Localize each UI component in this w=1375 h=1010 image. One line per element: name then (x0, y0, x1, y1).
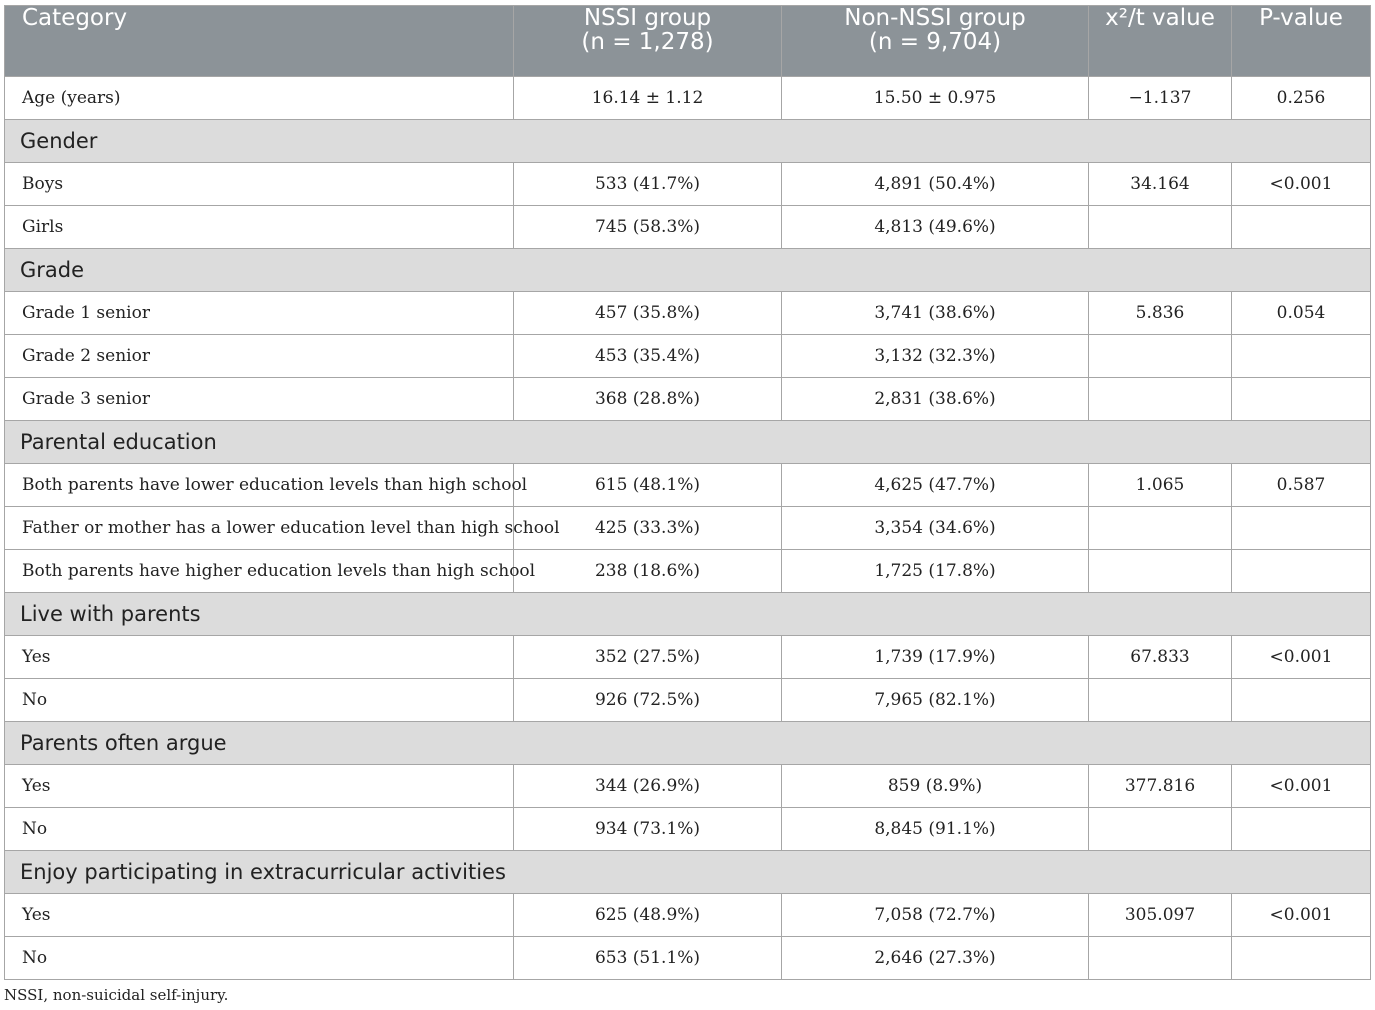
table-footnote: NSSI, non-suicidal self-injury. (4, 986, 229, 1004)
cell-stat (1089, 206, 1232, 249)
cell-nssi: 344 (26.9%) (514, 765, 782, 808)
cell-non-nssi: 8,845 (91.1%) (782, 808, 1089, 851)
section-title: Enjoy participating in extracurricular activities (5, 851, 1371, 894)
table-row (5, 550, 1371, 593)
cell-nssi: 238 (18.6%) (514, 550, 782, 593)
cell-p-value (1232, 507, 1371, 550)
cell-p-value (1232, 335, 1371, 378)
section-title: Parents often argue (5, 722, 1371, 765)
cell-stat (1089, 808, 1232, 851)
cell-nssi: 615 (48.1%) (514, 464, 782, 507)
cell-stat (1089, 335, 1232, 378)
section-title: Grade (5, 249, 1371, 292)
cell-stat: 34.164 (1089, 163, 1232, 206)
row-label: No (5, 808, 514, 851)
section-row (5, 120, 1371, 163)
header-non-nssi-title: Non-NSSI group (844, 5, 1026, 31)
cell-p-value: <0.001 (1232, 163, 1371, 206)
cell-stat (1089, 378, 1232, 421)
table-row (5, 464, 1371, 507)
cell-stat (1089, 679, 1232, 722)
cell-stat: 377.816 (1089, 765, 1232, 808)
header-non-nssi-group (782, 6, 1089, 77)
cell-p-value: 0.256 (1232, 77, 1371, 120)
header-p-value: P-value (1232, 6, 1371, 77)
table-body (5, 77, 1371, 980)
cell-p-value: 0.054 (1232, 292, 1371, 335)
cell-non-nssi: 15.50 ± 0.975 (782, 77, 1089, 120)
table-row (5, 679, 1371, 722)
table-row (5, 636, 1371, 679)
cell-p-value (1232, 550, 1371, 593)
header-non-nssi-n: (n = 9,704) (868, 29, 1002, 55)
section-row (5, 593, 1371, 636)
cell-nssi: 453 (35.4%) (514, 335, 782, 378)
cell-non-nssi: 859 (8.9%) (782, 765, 1089, 808)
table-row (5, 894, 1371, 937)
table-row (5, 206, 1371, 249)
row-label: Grade 1 senior (5, 292, 514, 335)
cell-non-nssi: 3,741 (38.6%) (782, 292, 1089, 335)
section-row (5, 421, 1371, 464)
section-row (5, 851, 1371, 894)
cell-p-value: 0.587 (1232, 464, 1371, 507)
row-label: Age (years) (5, 77, 514, 120)
cell-p-value: <0.001 (1232, 636, 1371, 679)
cell-p-value: <0.001 (1232, 894, 1371, 937)
table-row (5, 937, 1371, 980)
table-row (5, 378, 1371, 421)
section-row (5, 249, 1371, 292)
cell-stat (1089, 550, 1232, 593)
table-row (5, 765, 1371, 808)
cell-stat: −1.137 (1089, 77, 1232, 120)
header-row (5, 6, 1371, 77)
header-nssi-n: (n = 1,278) (581, 29, 714, 55)
cell-non-nssi: 2,831 (38.6%) (782, 378, 1089, 421)
cell-stat (1089, 507, 1232, 550)
cell-stat: 5.836 (1089, 292, 1232, 335)
cell-stat: 67.833 (1089, 636, 1232, 679)
cell-non-nssi: 3,354 (34.6%) (782, 507, 1089, 550)
cell-non-nssi: 4,625 (47.7%) (782, 464, 1089, 507)
row-label: Boys (5, 163, 514, 206)
cell-nssi: 457 (35.8%) (514, 292, 782, 335)
header-nssi-title: NSSI group (583, 5, 712, 31)
row-label: Grade 2 senior (5, 335, 514, 378)
row-label: Both parents have higher education levels than high school (5, 550, 514, 593)
row-label: Grade 3 senior (5, 378, 514, 421)
row-label: No (5, 937, 514, 980)
cell-p-value (1232, 378, 1371, 421)
table-row (5, 507, 1371, 550)
cell-nssi: 745 (58.3%) (514, 206, 782, 249)
cell-non-nssi: 3,132 (32.3%) (782, 335, 1089, 378)
cell-nssi: 934 (73.1%) (514, 808, 782, 851)
cell-nssi: 425 (33.3%) (514, 507, 782, 550)
header-category: Category (5, 6, 514, 77)
cell-non-nssi: 4,813 (49.6%) (782, 206, 1089, 249)
table-row (5, 163, 1371, 206)
row-label: Yes (5, 765, 514, 808)
cell-stat (1089, 937, 1232, 980)
row-label: Both parents have lower education levels than high school (5, 464, 514, 507)
cell-nssi: 653 (51.1%) (514, 937, 782, 980)
cell-p-value (1232, 206, 1371, 249)
row-label: Girls (5, 206, 514, 249)
row-label: Yes (5, 894, 514, 937)
header-stat-value: x²/t value (1089, 6, 1232, 77)
header-nssi-group (514, 6, 782, 77)
section-title: Live with parents (5, 593, 1371, 636)
table-row (5, 335, 1371, 378)
cell-non-nssi: 7,058 (72.7%) (782, 894, 1089, 937)
section-title: Parental education (5, 421, 1371, 464)
table-row (5, 808, 1371, 851)
cell-non-nssi: 4,891 (50.4%) (782, 163, 1089, 206)
cell-non-nssi: 7,965 (82.1%) (782, 679, 1089, 722)
cell-nssi: 352 (27.5%) (514, 636, 782, 679)
cell-p-value (1232, 808, 1371, 851)
row-label: No (5, 679, 514, 722)
table-row (5, 292, 1371, 335)
cell-non-nssi: 1,725 (17.8%) (782, 550, 1089, 593)
cell-non-nssi: 1,739 (17.9%) (782, 636, 1089, 679)
section-row (5, 722, 1371, 765)
cell-stat: 305.097 (1089, 894, 1232, 937)
cell-nssi: 16.14 ± 1.12 (514, 77, 782, 120)
cell-nssi: 368 (28.8%) (514, 378, 782, 421)
cell-non-nssi: 2,646 (27.3%) (782, 937, 1089, 980)
cell-nssi: 625 (48.9%) (514, 894, 782, 937)
table-row (5, 77, 1371, 120)
cell-p-value (1232, 679, 1371, 722)
section-title: Gender (5, 120, 1371, 163)
cell-nssi: 533 (41.7%) (514, 163, 782, 206)
cell-nssi: 926 (72.5%) (514, 679, 782, 722)
cell-p-value (1232, 937, 1371, 980)
row-label: Father or mother has a lower education level than high school (5, 507, 514, 550)
row-label: Yes (5, 636, 514, 679)
cell-stat: 1.065 (1089, 464, 1232, 507)
demographics-table (4, 5, 1371, 980)
cell-p-value: <0.001 (1232, 765, 1371, 808)
